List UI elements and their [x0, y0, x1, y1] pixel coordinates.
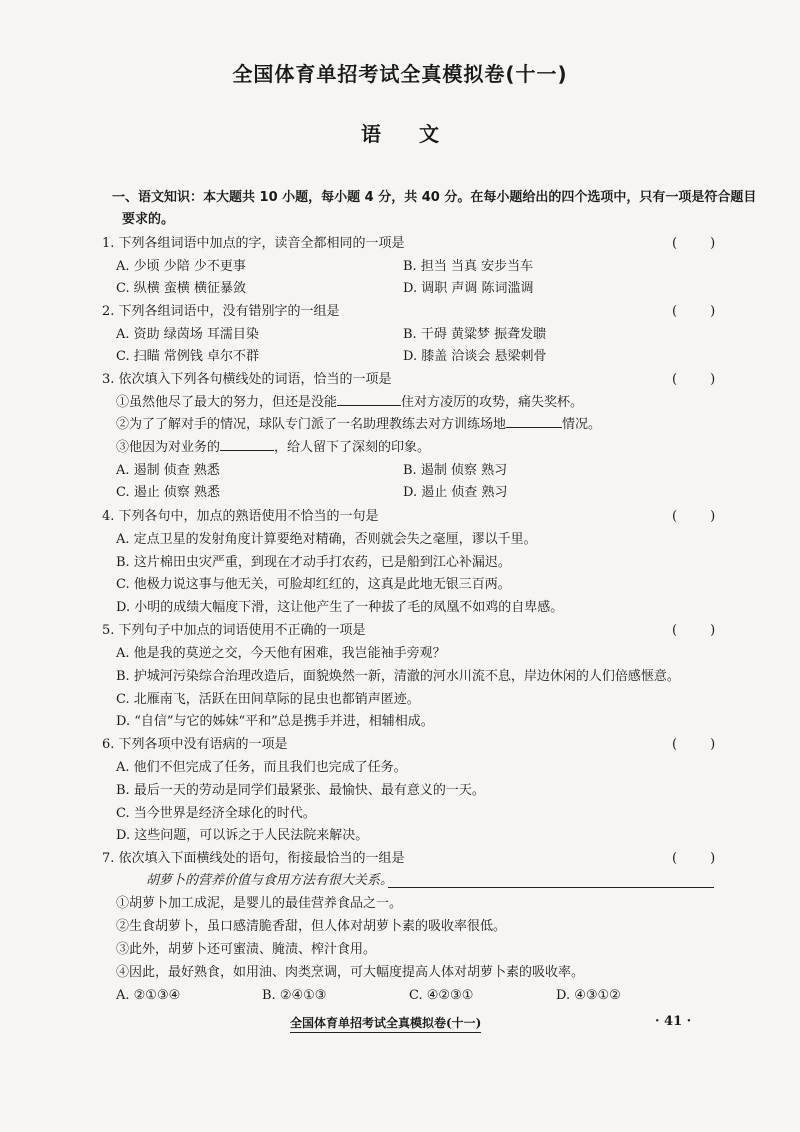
footer-title: 全国体育单招考试全真模拟卷(十一) [290, 1014, 481, 1033]
section-header-cont: 要求的。 [122, 212, 175, 227]
answer-paren-2[interactable]: ( ) [672, 304, 716, 319]
q7-sentence-2: ②生食胡萝卜，虽口感清脆香甜，但人体对胡萝卜素的吸收率很低。 [116, 919, 507, 934]
q6-option-d: D. 这些问题，可以诉之于人民法院来解决。 [116, 828, 369, 843]
q6-option-a: A. 他们不但完成了任务，而且我们也完成了任务。 [116, 760, 407, 775]
q1-option-d: D. 调职 声调 陈词滥调 [403, 281, 534, 296]
q7-sentence-4: ④因此，最好熟食，如用油、肉类烹调，可大幅度提高人体对胡萝卜素的吸收率。 [116, 965, 585, 980]
q1-option-c: C. 纵横 蛮横 横征暴敛 [116, 281, 247, 296]
q3-sentence-2 [116, 415, 601, 435]
q3-s1-part2: 住对方凌厉的攻势，痛失奖杯。 [401, 395, 584, 410]
question-2-stem: 2. 下列各组词语中，没有错别字的一组是 [102, 304, 340, 319]
fill-blank-1[interactable] [337, 393, 401, 406]
q5-option-c: C. 北雁南飞，活跃在田间草际的昆虫也都销声匿迹。 [116, 692, 420, 707]
question-5-stem: 5. 下列句子中加点的词语使用不正确的一项是 [102, 623, 366, 638]
q7-sentence-1: ①胡萝卜加工成泥，是婴儿的最佳营养食品之一。 [116, 896, 403, 911]
q1-option-b: B. 担当 当真 安步当车 [403, 259, 534, 274]
q6-option-c: C. 当今世界是经济全球化的时代。 [116, 806, 316, 821]
q3-s1-part1: ①虽然他尽了最大的努力，但还是没能 [116, 395, 338, 410]
q3-sentence-3 [116, 438, 430, 458]
q5-option-d: D. “自信”与它的姊妹“平和”总是携手并进，相辅相成。 [116, 714, 434, 729]
q7-option-c: C. ④②③① [409, 988, 474, 1003]
page-title: 全国体育单招考试全真模拟卷(十一) [232, 62, 568, 86]
q3-sentence-1 [116, 393, 583, 413]
q2-option-c: C. 扫瞄 常例钱 卓尔不群 [116, 349, 260, 364]
q2-option-d: D. 膝盖 洽谈会 悬梁刺骨 [403, 349, 547, 364]
q3-s2-part2: 情况。 [562, 417, 602, 432]
answer-paren-5[interactable]: ( ) [672, 623, 716, 638]
q7-option-d: D. ④③①② [556, 988, 621, 1003]
answer-paren-1[interactable]: ( ) [672, 236, 716, 251]
fill-blank-3[interactable] [220, 438, 274, 451]
q4-option-c: C. 他极力说这事与他无关，可脸却红红的，这真是此地无银三百两。 [116, 577, 511, 592]
q7-fill-line[interactable] [388, 887, 714, 888]
q5-option-a: A. 他是我的莫逆之交，今天他有困难，我岂能袖手旁观？ [116, 646, 446, 661]
q4-option-b: B. 这片棉田虫灾严重，到现在才动手打农药，已是船到江心补漏迟。 [116, 555, 511, 570]
question-3-stem: 3. 依次填入下列各句横线处的词语，恰当的一项是 [102, 372, 392, 387]
section-header: 一、语文知识：本大题共 10 小题，每小题 4 分，共 40 分。在每小题给出的四个选项中，只有一项是符合题目 [112, 190, 757, 205]
answer-paren-4[interactable]: ( ) [672, 509, 716, 524]
q7-lead-sentence: 胡萝卜的营养价值与食用方法有很大关系。 [146, 873, 394, 888]
q5-option-b: B. 护城河污染综合治理改造后，面貌焕然一新，清澈的河水川流不息，岸边休闲的人们倍感惬意。 [116, 669, 680, 684]
fill-blank-2[interactable] [506, 415, 562, 428]
q3-s2-part1: ②为了了解对手的情况，球队专门派了一名助理教练去对方训练场地 [116, 417, 507, 432]
answer-paren-6[interactable]: ( ) [672, 737, 716, 752]
q3-s3-part2: ，给人留下了深刻的印象。 [274, 440, 431, 455]
question-7-stem: 7. 依次填入下面横线处的语句，衔接最恰当的一组是 [102, 851, 405, 866]
q2-option-b: B. 干碍 黄粱梦 振聋发聩 [403, 327, 547, 342]
page-number: · 41 · [655, 1014, 692, 1029]
q7-option-a: A. ②①③④ [116, 988, 181, 1003]
q3-option-b: B. 遏制 侦察 熟习 [403, 463, 508, 478]
q2-option-a: A. 资助 绿茵场 耳濡目染 [116, 327, 259, 342]
question-1-stem: 1. 下列各组词语中加点的字，读音全都相同的一项是 [102, 236, 405, 251]
answer-paren-3[interactable]: ( ) [672, 372, 716, 387]
q6-option-b: B. 最后一天的劳动是同学们最紧张、最愉快、最有意义的一天。 [116, 783, 485, 798]
q3-s3-part1: ③他因为对业务的 [116, 440, 221, 455]
q3-option-c: C. 遏止 侦察 熟悉 [116, 485, 221, 500]
q3-option-d: D. 遏止 侦查 熟习 [403, 485, 508, 500]
answer-paren-7[interactable]: ( ) [672, 851, 716, 866]
q7-sentence-3: ③此外，胡萝卜还可蜜渍、腌渍、榨汁食用。 [116, 942, 377, 957]
q1-option-a: A. 少顷 少陪 少不更事 [116, 259, 246, 274]
q3-option-a: A. 遏制 侦查 熟悉 [116, 463, 220, 478]
question-4-stem: 4. 下列各句中，加点的熟语使用不恰当的一句是 [102, 509, 379, 524]
subject-heading: 语文 [361, 122, 477, 146]
q4-option-a: A. 定点卫星的发射角度计算要绝对精确，否则就会失之毫厘，谬以千里。 [116, 532, 537, 547]
question-6-stem: 6. 下列各项中没有语病的一项是 [102, 737, 288, 752]
q7-option-b: B. ②④①③ [262, 988, 327, 1003]
q4-option-d: D. 小明的成绩大幅度下滑，这让他产生了一种拔了毛的凤凰不如鸡的自卑感。 [116, 600, 564, 615]
